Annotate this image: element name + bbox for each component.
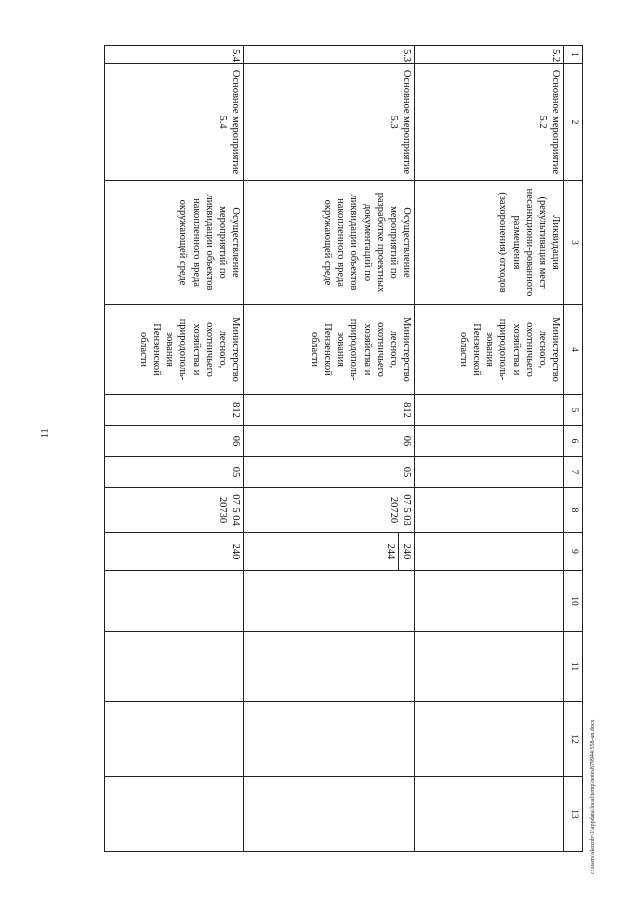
- cell-col-11: [415, 632, 564, 702]
- column-header: 6: [564, 426, 583, 457]
- cell-col-10: [244, 571, 415, 632]
- code-expense-type: [415, 533, 564, 571]
- cell-col-11: [105, 632, 244, 702]
- cell-col-12: [105, 702, 244, 777]
- column-header: 7: [564, 457, 583, 488]
- activity-description: Осуществление мероприятий по разработке проектных документаций по ликвидации объектов накопленного вреда окружающей среде: [244, 181, 415, 305]
- footer-file-path: c:\users\skozob~1\appdata\local\temp\notes879944\558-an.docx: [590, 719, 596, 874]
- code-subsection: 05: [244, 457, 415, 488]
- row-number: 5.4.: [105, 46, 244, 64]
- column-header: 5: [564, 395, 583, 426]
- code-expense-type: [244, 533, 415, 571]
- page-number: 11: [40, 428, 51, 438]
- cell-col-10: [105, 571, 244, 632]
- table-row: [105, 46, 244, 852]
- cell-col-13: [415, 777, 564, 852]
- column-header: 3: [564, 181, 583, 305]
- column-header: 4: [564, 305, 583, 395]
- activity-name: Основное мероприятие 5.4: [105, 64, 244, 181]
- responsible-executor: Министерство лесного, охотничьего хозяйства и природополь-зования Пензенской области: [415, 305, 564, 395]
- expense-group: 240: [398, 533, 414, 570]
- column-header: 8: [564, 488, 583, 533]
- code-section: 06: [244, 426, 415, 457]
- rotated-table-container: [108, 45, 583, 851]
- activity-name: Основное мероприятие 5.3: [244, 64, 415, 181]
- activity-description: Ликвидация (рекультивация мест несанкциони-рованного размещения (захоронения) отходов: [415, 181, 564, 305]
- responsible-executor: Министерство лесного, охотничьего хозяйства и природополь-зования Пензенской области: [105, 305, 244, 395]
- column-number-row: [564, 46, 583, 852]
- code-ministry: 812: [244, 395, 415, 426]
- responsible-executor: Министерство лесного, охотничьего хозяйства и природополь-зования Пензенской области: [244, 305, 415, 395]
- cell-col-11: [244, 632, 415, 702]
- cell-col-13: [244, 777, 415, 852]
- code-section: 06: [105, 426, 244, 457]
- program-activities-table: [104, 45, 583, 852]
- code-target-article: 07 5 03 20720: [244, 488, 415, 533]
- code-ministry: 812: [105, 395, 244, 426]
- column-header: 12: [564, 702, 583, 777]
- column-header: 13: [564, 777, 583, 852]
- cell-col-12: [415, 702, 564, 777]
- code-target-article: [415, 488, 564, 533]
- code-target-article: 07 5 04 20730: [105, 488, 244, 533]
- column-header: 11: [564, 632, 583, 702]
- row-number: 5.3.: [244, 46, 415, 64]
- column-header: 9: [564, 533, 583, 571]
- code-ministry: [415, 395, 564, 426]
- cell-col-12: [244, 702, 415, 777]
- row-number: 5.2.: [415, 46, 564, 64]
- activity-name: Основное мероприятие 5.2: [415, 64, 564, 181]
- column-header: 1: [564, 46, 583, 64]
- table-row: [415, 46, 564, 852]
- cell-col-13: [105, 777, 244, 852]
- activity-description: Осуществление мероприятий по ликвидации объектов накопленного вреда окружающей среде: [105, 181, 244, 305]
- code-subsection: [415, 457, 564, 488]
- code-subsection: 05: [105, 457, 244, 488]
- expense-subgroup: 244: [384, 543, 396, 560]
- table-row: [244, 46, 415, 852]
- cell-col-10: [415, 571, 564, 632]
- code-section: [415, 426, 564, 457]
- code-expense-type: 240: [105, 533, 244, 571]
- column-header: 10: [564, 571, 583, 632]
- column-header: 2: [564, 64, 583, 181]
